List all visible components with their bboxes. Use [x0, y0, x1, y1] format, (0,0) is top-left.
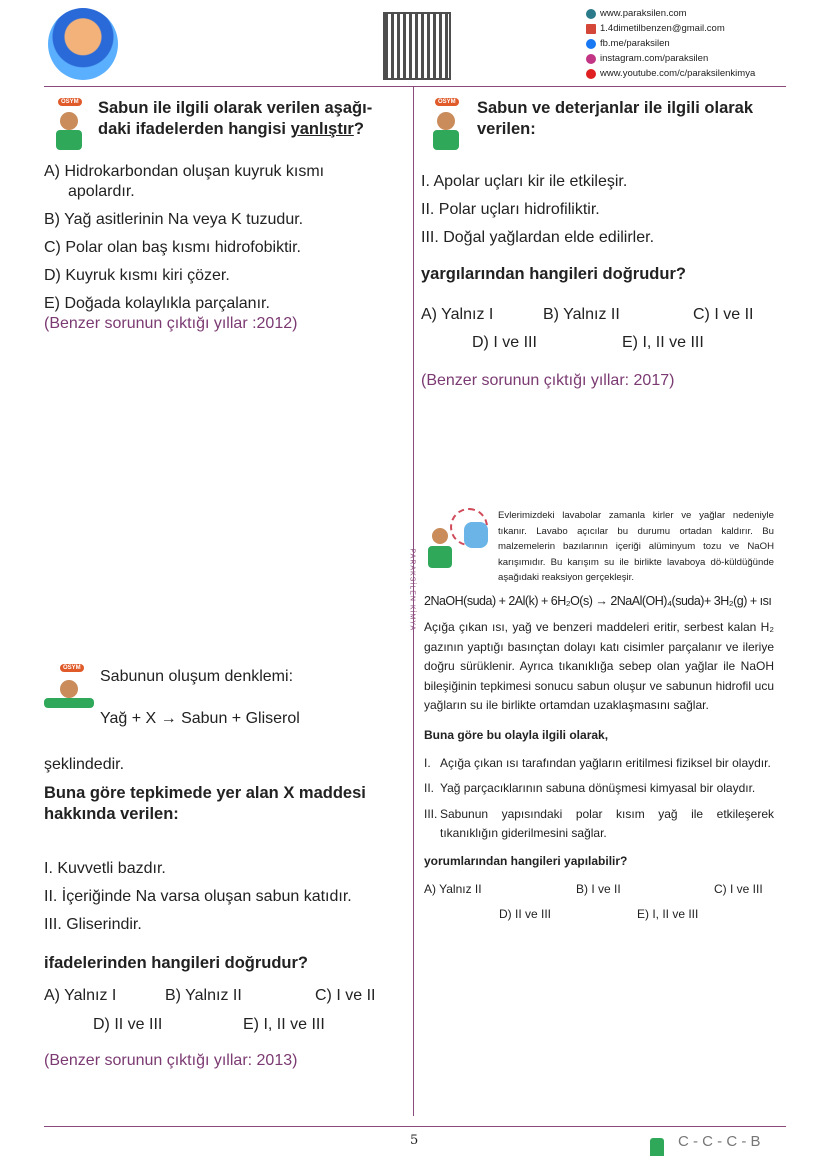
q2-option-b[interactable]: B) Yalnız II: [543, 306, 620, 323]
q4-option-d[interactable]: D) II ve III: [499, 907, 552, 922]
q4-option-a[interactable]: A) Yalnız II: [424, 881, 482, 896]
q4-question: Buna göre bu olayla ilgili olarak,: [424, 727, 609, 742]
q4-option-c[interactable]: C) I ve III: [714, 881, 763, 896]
q3-after: şeklindedir.: [44, 756, 125, 773]
q3-option-e[interactable]: E) I, II ve III: [243, 1016, 325, 1033]
facebook-icon: [586, 39, 596, 49]
q3-option-c[interactable]: C) I ve II: [315, 987, 376, 1004]
q4-option-e[interactable]: E) I, II ve III: [637, 907, 699, 922]
q1-option-e[interactable]: E) Doğada kolaylıkla parçalanır.: [44, 295, 270, 312]
q4-equation: 2NaOH(suda) + 2Al(k) + 6H₂O(s) → 2NaAl(OH)₄(suda)+ 3H₂(g) + ısı: [424, 594, 772, 608]
character-with-logo-icon: [424, 508, 492, 588]
q1-title: Sabun ile ilgili olarak verilen aşağı- daki ifadelerden hangisi yanlıştır?: [98, 99, 373, 138]
q4-paragraph: Açığa çıkan ısı, yağ ve benzeri maddeleri eritir, serbest kalan H₂ gazının yaptığı basınçtan dolayı katı cisimler parçalanır ve ileriye doğru sürüklenir. Ayrıca tıkanıklığa sebep olan yağlar ile NaOH bileşiğinin tepkimesi sonucu sabun oluşur ve sabunun hidrofil ucu yağların su ile birlikte ortamdan uzaklaşmasını sağlar.: [424, 620, 774, 713]
q2-option-c[interactable]: C) I ve II: [693, 306, 754, 323]
author-avatar: [48, 8, 118, 80]
watermark: PARAKSİLEN KİMYA: [408, 548, 416, 632]
q2-option-a[interactable]: A) Yalnız I: [421, 306, 494, 323]
q4-question2: yorumlarından hangileri yapılabilir?: [424, 853, 628, 868]
q1-years: (Benzer sorunun çıktığı yıllar :2012): [44, 315, 298, 332]
q3-question2: ifadelerinden hangileri doğrudur?: [44, 954, 309, 972]
q3-title: Sabunun oluşum denklemi:: [100, 668, 294, 685]
mascot-icon: [650, 1138, 664, 1156]
header-divider: [44, 86, 786, 87]
contact-list: [586, 6, 755, 81]
q2-option-e[interactable]: E) I, II ve III: [622, 334, 704, 351]
qr-code: [383, 12, 451, 80]
answer-key: C - C - C - B: [678, 1133, 761, 1150]
contact-website[interactable]: www.paraksilen.com: [586, 6, 755, 21]
q4-intro: Evlerimizdeki lavabolar zamanla kirler ve yağlar nedeniyle tıkanır. Lavabo açıcılar bu durumu ortadan kaldırır. Bu malzemelerin bazılarının içeriği alüminyum tozu ve NaOH karışımıdır. Bu karışım su ile birlikte lavaboya dö-küldüğünde aşağıdaki reaksiyon gerçekleşir.: [498, 510, 774, 583]
q4: [424, 508, 774, 925]
contact-email[interactable]: 1.4dimetilbenzen@gmail.com: [586, 21, 755, 36]
page-number: 5: [410, 1133, 419, 1148]
osym-character-icon: ÖSYM: [44, 98, 92, 156]
q2: [421, 98, 783, 391]
q3: [44, 664, 406, 1071]
q1-option-a[interactable]: A) Hidrokarbondan oluşan kuyruk kısmı: [44, 163, 325, 180]
contact-facebook[interactable]: fb.me/paraksilen: [586, 36, 755, 51]
osym-character-icon: ÖSYM: [421, 98, 471, 156]
q2-title: Sabun ve deterjanlar ile ilgili olarak verilen:: [477, 99, 754, 138]
q3-option-d[interactable]: D) II ve III: [93, 1016, 163, 1033]
q2-years: (Benzer sorunun çıktığı yıllar: 2017): [421, 372, 675, 389]
gmail-icon: [586, 24, 596, 34]
instagram-icon: [586, 54, 596, 64]
q3-question: Buna göre tepkimede yer alan X maddesi hakkında verilen:: [44, 784, 366, 823]
osym-character-icon: ÖSYM: [44, 664, 94, 724]
q1-options: A) Hidrokarbondan oluşan kuyruk kısmı apolardır. B) Yağ asitlerinin Na veya K tuzudur. C) Polar olan baş kısmı hidrofobiktir. D) Kuyruk kısmı kiri çözer. E) Doğada kolaylıkla parçalanır. (Benzer sorunun çıktığı yıllar :2012): [44, 162, 406, 334]
q1: [44, 98, 406, 334]
contact-instagram[interactable]: instagram.com/paraksilen: [586, 51, 755, 66]
q2-question: yargılarından hangileri doğrudur?: [421, 265, 686, 283]
q1-option-d[interactable]: D) Kuyruk kısmı kiri çözer.: [44, 267, 230, 284]
q3-statements: I. Kuvvetli bazdır. II. İçeriğinde Na varsa oluşan sabun katıdır. III. Gliserindir.: [44, 860, 352, 933]
q3-equation: Yağ + X → Sabun + Gliserol: [100, 710, 300, 727]
q1-option-b[interactable]: B) Yağ asitlerinin Na veya K tuzudur.: [44, 211, 304, 228]
globe-icon: [586, 9, 596, 19]
q3-option-b[interactable]: B) Yalnız II: [165, 987, 242, 1004]
q3-option-a[interactable]: A) Yalnız I: [44, 987, 117, 1004]
q2-statements: I. Apolar uçları kir ile etkileşir. II. Polar uçları hidrofiliktir. III. Doğal yağlardan elde edilirler.: [421, 173, 655, 246]
contact-youtube[interactable]: www.youtube.com/c/paraksilenkimya: [586, 66, 755, 81]
q3-years: (Benzer sorunun çıktığı yıllar: 2013): [44, 1052, 298, 1069]
youtube-icon: [586, 69, 596, 79]
q4-statements: I. Açığa çıkan ısı tarafından yağların eritilmesi fiziksel bir olaydır. II. Yağ parçacıklarının sabuna dönüşmesi kimyasal bir olaydır. III. Sabunun yapısındaki polar kısım yağ ile etkileşerek tıkanıklığın giderilmesini sağlar.: [424, 755, 774, 841]
q1-option-c[interactable]: C) Polar olan baş kısmı hidrofobiktir.: [44, 239, 301, 256]
q2-option-d[interactable]: D) I ve III: [472, 334, 537, 351]
q4-option-b[interactable]: B) I ve II: [576, 881, 621, 896]
footer-divider: [44, 1126, 786, 1127]
